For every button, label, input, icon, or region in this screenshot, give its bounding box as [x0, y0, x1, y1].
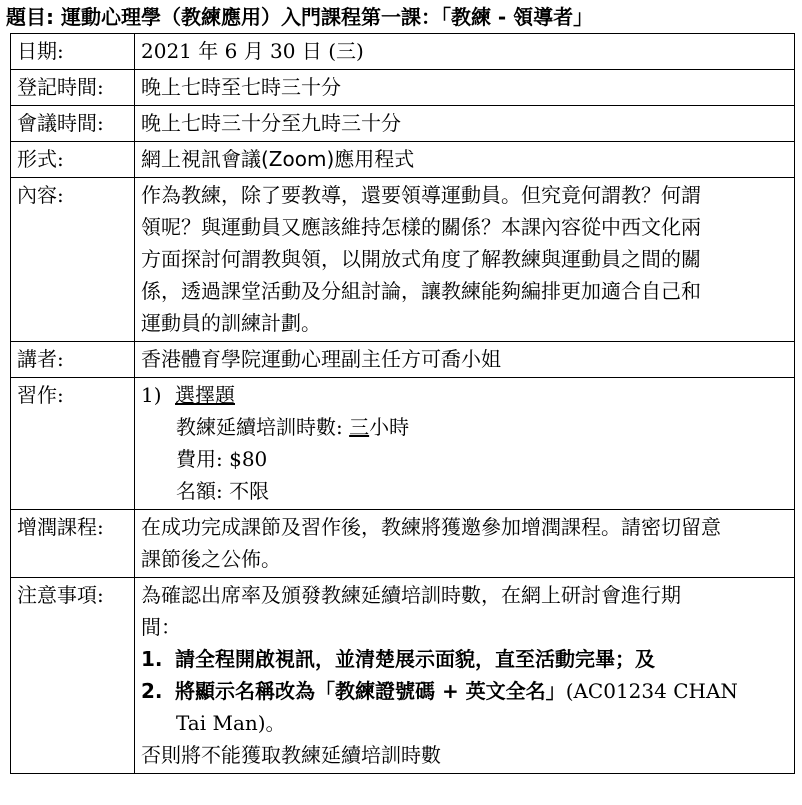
exercise-item	[141, 379, 788, 411]
notes-item-2-rest: (AC01234 CHAN	[565, 679, 738, 703]
row-meeting	[11, 106, 795, 142]
date-value: 2021 年 6 月 30 日 (三)	[135, 34, 795, 70]
exercise-item-number: 1)	[141, 383, 162, 407]
row-advanced	[11, 510, 795, 578]
speaker-label: 講者:	[11, 342, 135, 378]
notes-item-2-bold: 將顯示名稱改為「教練證號碼 + 英文全名」	[175, 679, 566, 703]
exercise-fee: 費用: $80	[176, 447, 268, 471]
notes-intro-line: 為確認出席率及頒發教練延續培訓時數，在網上研討會進行期	[141, 583, 681, 607]
row-date	[11, 34, 795, 70]
row-format	[11, 142, 795, 178]
notes-item-2	[141, 675, 788, 707]
row-register	[11, 70, 795, 106]
format-value: 網上視訊會議(Zoom)應用程式	[135, 142, 795, 178]
notes-label: 注意事項:	[11, 578, 135, 774]
content-label: 內容:	[11, 178, 135, 342]
exercise-hours-label: 教練延續培訓時數:	[176, 415, 350, 439]
exercise-value	[135, 378, 795, 510]
row-speaker	[11, 342, 795, 378]
advanced-line: 課節後之公佈。	[141, 547, 281, 571]
exercise-quota: 名額: 不限	[176, 479, 270, 503]
notes-intro-line: 間：	[141, 615, 181, 639]
notes-value	[135, 578, 795, 774]
register-time-label: 登記時間:	[11, 70, 135, 106]
course-info-table	[10, 33, 795, 774]
row-notes	[11, 578, 795, 774]
content-line: 領呢？與運動員又應該維持怎樣的關係？本課內容從中西文化兩	[141, 215, 701, 239]
content-line: 作為教練，除了要教導，還要領導運動員。但究竟何謂教？何謂	[141, 183, 701, 207]
exercise-hours-value: 三	[349, 415, 370, 439]
row-content	[11, 178, 795, 342]
content-line: 方面探討何謂教與領，以開放式角度了解教練與運動員之間的關	[141, 247, 701, 271]
notes-item-2-continuation: Tai Man)。	[176, 711, 286, 735]
notes-item-1	[141, 643, 788, 675]
meeting-time-value: 晚上七時三十分至九時三十分	[135, 106, 795, 142]
notes-item-text	[175, 675, 738, 707]
document-title: 題目: 運動心理學（教練應用）入門課程第一課：「教練 - 領導者」	[6, 5, 594, 29]
content-value	[135, 178, 795, 342]
notes-item-text: 請全程開啟視訊，並清楚展示面貌，直至活動完畢；及	[175, 647, 655, 671]
speaker-value: 香港體育學院運動心理副主任方可喬小姐	[135, 342, 795, 378]
format-label: 形式:	[11, 142, 135, 178]
notes-item-number: 2.	[141, 679, 163, 703]
exercise-item-title: 選擇題	[175, 383, 235, 407]
meeting-time-label: 會議時間:	[11, 106, 135, 142]
exercise-hours-suffix: 小時	[369, 415, 410, 439]
notes-footer: 否則將不能獲取教練延續培訓時數	[141, 743, 441, 767]
notes-item-number: 1.	[141, 647, 163, 671]
content-line: 運動員的訓練計劃。	[141, 311, 321, 335]
register-time-value: 晚上七時至七時三十分	[135, 70, 795, 106]
content-line: 係，透過課堂活動及分組討論，讓教練能夠編排更加適合自己和	[141, 279, 701, 303]
advanced-line: 在成功完成課節及習作後，教練將獲邀參加增潤課程。請密切留意	[141, 515, 721, 539]
notes-list	[141, 643, 788, 739]
row-exercise	[11, 378, 795, 510]
date-label: 日期:	[11, 34, 135, 70]
exercise-hours	[141, 411, 788, 443]
advanced-course-label: 增潤課程:	[11, 510, 135, 578]
exercise-label: 習作:	[11, 378, 135, 510]
advanced-course-value	[135, 510, 795, 578]
